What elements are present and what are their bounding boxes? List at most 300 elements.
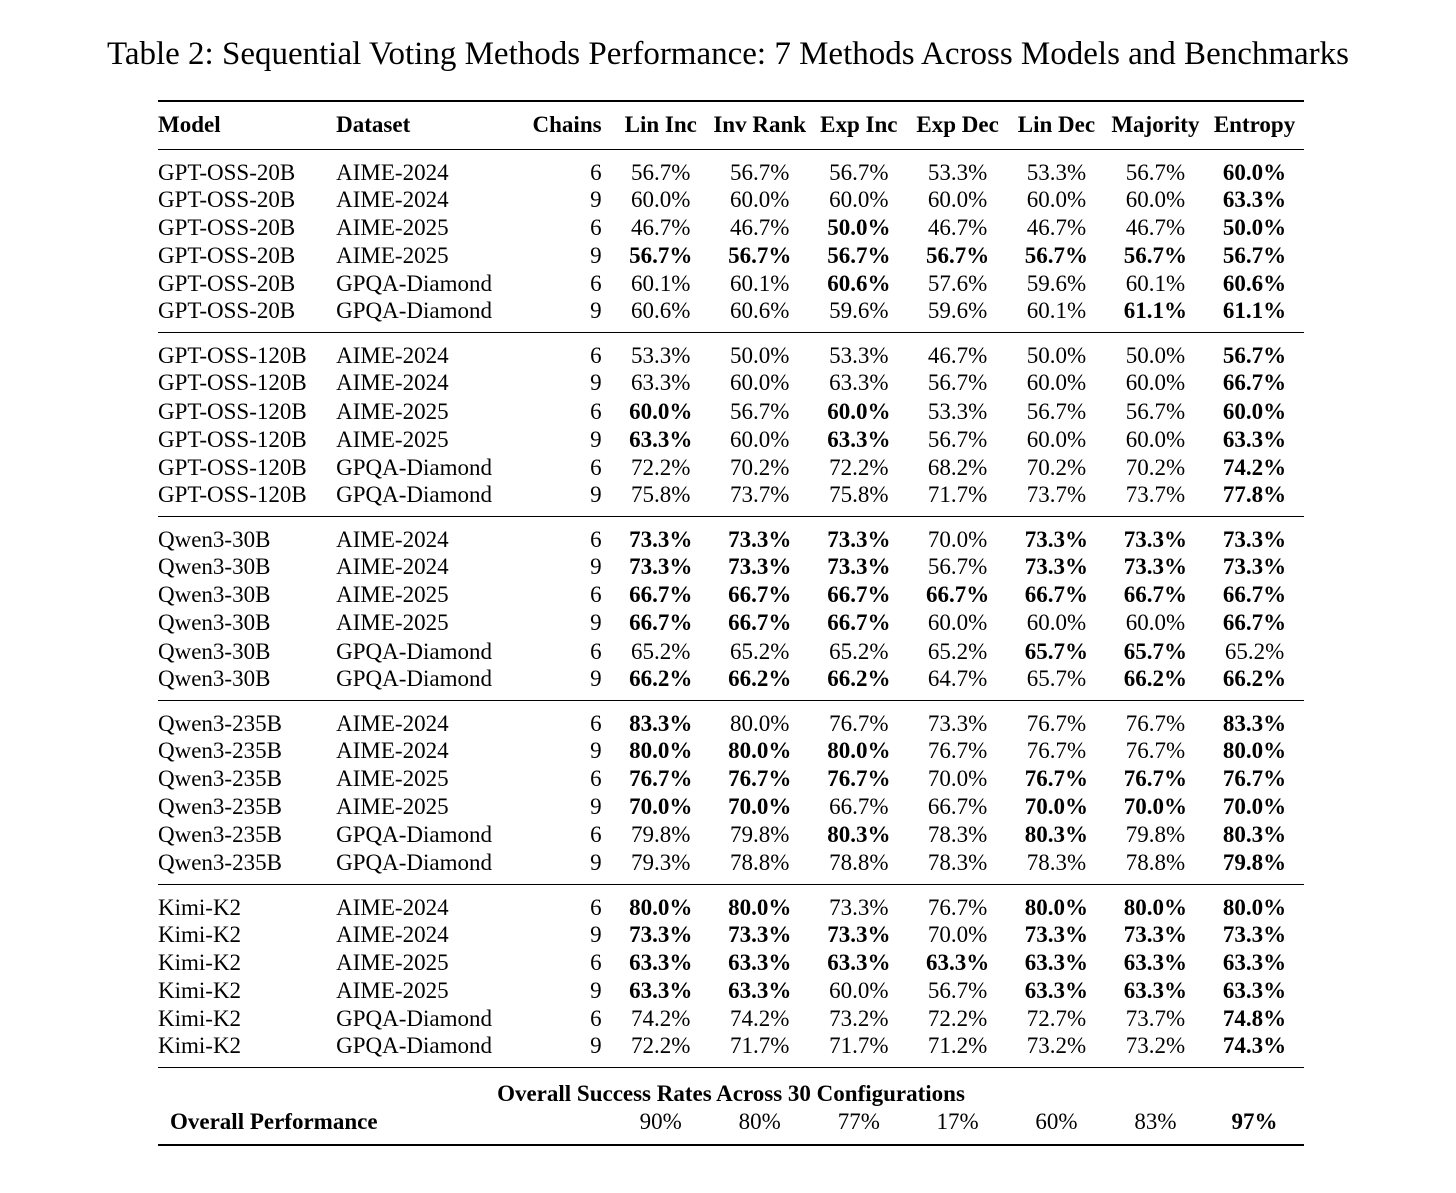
dataset-cell: AIME-2024	[336, 737, 449, 763]
entropy-cell: 56.7%	[1222, 242, 1287, 268]
majority-cell: 56.7%	[1125, 398, 1186, 424]
table-row	[158, 737, 1304, 765]
chains-cell: 9	[590, 737, 602, 763]
entropy-cell: 63.3%	[1222, 186, 1287, 212]
entropy-cell: 74.8%	[1222, 1006, 1287, 1032]
lin-dec-cell: 46.7%	[1026, 214, 1087, 240]
dataset-cell: AIME-2024	[336, 921, 449, 947]
dataset-cell: AIME-2024	[336, 343, 449, 369]
table-row	[158, 214, 1304, 242]
lin-dec-cell: 60.0%	[1026, 370, 1087, 396]
exp-dec-cell: 63.3%	[925, 949, 990, 975]
chains-cell: 6	[590, 638, 602, 664]
chains-cell: 9	[590, 298, 602, 324]
entropy-cell: 60.6%	[1222, 271, 1287, 297]
overall-entropy: 97%	[1231, 1109, 1278, 1135]
lin-inc-cell: 79.3%	[631, 849, 691, 875]
inv-rank-cell: 60.0%	[729, 370, 790, 396]
header-lin-inc: Lin Inc	[624, 112, 697, 138]
table-row	[158, 821, 1304, 849]
entropy-cell: 66.2%	[1222, 665, 1287, 691]
exp-inc-cell: 60.0%	[827, 398, 891, 424]
model-cell: GPT-OSS-20B	[158, 242, 296, 268]
lin-inc-cell: 74.2%	[631, 1006, 691, 1032]
lin-dec-cell: 53.3%	[1026, 159, 1087, 185]
entropy-cell: 80.0%	[1222, 737, 1287, 763]
model-group	[158, 517, 1304, 701]
dataset-cell: AIME-2024	[336, 159, 449, 185]
dataset-cell: AIME-2025	[336, 766, 449, 792]
chains-cell: 9	[590, 1033, 602, 1059]
majority-cell: 60.1%	[1125, 271, 1186, 297]
chains-cell: 6	[590, 159, 602, 185]
entropy-cell: 77.8%	[1222, 482, 1287, 507]
exp-inc-cell: 63.3%	[827, 426, 891, 452]
chains-cell: 9	[590, 794, 602, 820]
inv-rank-cell: 73.3%	[728, 921, 792, 947]
overall-majority: 83%	[1134, 1109, 1177, 1135]
exp-inc-cell: 72.2%	[829, 454, 889, 480]
header-inv-rank: Inv Rank	[713, 112, 807, 138]
majority-cell: 73.3%	[1123, 554, 1188, 580]
exp-inc-cell: 53.3%	[829, 343, 889, 369]
model-cell: Qwen3-30B	[158, 582, 271, 608]
chains-cell: 6	[590, 710, 602, 736]
inv-rank-cell: 56.7%	[728, 242, 792, 268]
table-row	[158, 609, 1304, 637]
lin-dec-cell: 60.1%	[1026, 298, 1087, 324]
table-row	[158, 977, 1304, 1005]
exp-dec-cell: 46.7%	[927, 214, 988, 240]
chains-cell: 6	[590, 766, 602, 792]
lin-inc-cell: 73.3%	[629, 554, 693, 580]
dataset-cell: GPQA-Diamond	[336, 638, 493, 664]
chains-cell: 6	[590, 1006, 602, 1032]
exp-dec-cell: 64.7%	[927, 665, 988, 691]
exp-inc-cell: 76.7%	[829, 710, 889, 736]
lin-dec-cell: 60.0%	[1026, 186, 1087, 212]
chains-cell: 6	[590, 527, 602, 552]
table-row	[158, 949, 1304, 977]
model-cell: Qwen3-235B	[158, 794, 282, 820]
exp-dec-cell: 70.0%	[927, 921, 988, 947]
exp-dec-cell: 53.3%	[927, 398, 988, 424]
lin-inc-cell: 76.7%	[629, 766, 693, 792]
chains-cell: 6	[590, 582, 602, 608]
exp-inc-cell: 73.3%	[827, 527, 891, 552]
inv-rank-cell: 73.7%	[729, 482, 790, 507]
table-row	[158, 186, 1304, 214]
lin-dec-cell: 63.3%	[1024, 977, 1089, 1003]
table-row	[158, 666, 1304, 701]
table-row	[158, 517, 1304, 554]
exp-inc-cell: 65.2%	[829, 638, 889, 664]
inv-rank-cell: 73.3%	[728, 527, 792, 552]
chains-cell: 9	[590, 186, 602, 212]
chains-cell: 6	[590, 398, 602, 424]
exp-inc-cell: 63.3%	[829, 370, 889, 396]
lin-dec-cell: 80.3%	[1024, 822, 1089, 848]
inv-rank-cell: 60.0%	[729, 186, 790, 212]
model-cell: Qwen3-30B	[158, 527, 271, 552]
majority-cell: 60.0%	[1125, 186, 1186, 212]
majority-cell: 73.7%	[1125, 1006, 1186, 1032]
lin-inc-cell: 53.3%	[631, 343, 691, 369]
model-cell: GPT-OSS-120B	[158, 454, 307, 480]
exp-dec-cell: 56.7%	[927, 977, 988, 1003]
overall-label: Overall Performance	[170, 1109, 378, 1135]
lin-inc-cell: 46.7%	[631, 214, 691, 240]
entropy-cell: 61.1%	[1222, 298, 1287, 324]
table-row	[158, 553, 1304, 581]
entropy-cell: 63.3%	[1222, 949, 1287, 975]
entropy-cell: 80.0%	[1222, 894, 1287, 920]
exp-dec-cell: 70.0%	[927, 766, 988, 792]
exp-inc-cell: 66.2%	[827, 665, 891, 691]
chains-cell: 9	[590, 242, 602, 268]
lin-dec-cell: 70.2%	[1026, 454, 1087, 480]
chains-cell: 9	[590, 370, 602, 396]
chains-cell: 9	[590, 665, 602, 691]
majority-cell: 73.3%	[1123, 921, 1188, 947]
entropy-cell: 74.2%	[1222, 454, 1287, 480]
table-row	[158, 921, 1304, 949]
inv-rank-cell: 80.0%	[728, 894, 792, 920]
majority-cell: 60.0%	[1125, 426, 1186, 452]
exp-inc-cell: 73.3%	[829, 894, 889, 920]
model-group	[158, 700, 1304, 884]
dataset-cell: GPQA-Diamond	[336, 454, 493, 480]
lin-inc-cell: 83.3%	[629, 710, 693, 736]
inv-rank-cell: 63.3%	[728, 977, 792, 1003]
chains-cell: 6	[590, 343, 602, 369]
majority-cell: 50.0%	[1125, 343, 1186, 369]
overall-title: Overall Success Rates Across 30 Configurations	[497, 1081, 965, 1107]
entropy-cell: 56.7%	[1222, 343, 1287, 369]
table-row	[158, 1005, 1304, 1033]
dataset-cell: AIME-2025	[336, 794, 449, 820]
entropy-cell: 73.3%	[1222, 554, 1287, 580]
inv-rank-cell: 50.0%	[729, 343, 790, 369]
table-row	[158, 242, 1304, 270]
model-cell: Qwen3-30B	[158, 665, 271, 691]
lin-inc-cell: 73.3%	[629, 527, 693, 552]
chains-cell: 9	[590, 426, 602, 452]
lin-dec-cell: 59.6%	[1026, 271, 1087, 297]
header-exp-inc: Exp Inc	[820, 112, 898, 138]
header-model: Model	[158, 112, 221, 138]
exp-inc-cell: 66.7%	[827, 582, 891, 608]
model-cell: Kimi-K2	[158, 1006, 242, 1032]
dataset-cell: AIME-2024	[336, 554, 449, 580]
inv-rank-cell: 74.2%	[729, 1006, 790, 1032]
table-caption: Table 2: Sequential Voting Methods Performance: 7 Methods Across Models and Benchmarks	[106, 36, 1350, 72]
overall-lin-inc: 90%	[639, 1109, 682, 1135]
entropy-cell: 70.0%	[1222, 794, 1287, 820]
lin-dec-cell: 73.3%	[1024, 527, 1089, 552]
model-cell: Qwen3-235B	[158, 737, 282, 763]
lin-dec-cell: 56.7%	[1026, 398, 1087, 424]
exp-dec-cell: 71.2%	[927, 1033, 988, 1059]
inv-rank-cell: 65.2%	[729, 638, 790, 664]
header-chains: Chains	[532, 112, 602, 138]
exp-inc-cell: 75.8%	[829, 482, 889, 507]
lin-inc-cell: 63.3%	[629, 977, 693, 1003]
dataset-cell: AIME-2025	[336, 242, 449, 268]
model-cell: GPT-OSS-20B	[158, 271, 296, 297]
model-cell: Qwen3-235B	[158, 849, 282, 875]
model-cell: GPT-OSS-120B	[158, 398, 307, 424]
lin-inc-cell: 66.2%	[629, 665, 693, 691]
model-cell: GPT-OSS-20B	[158, 214, 296, 240]
exp-dec-cell: 60.0%	[927, 610, 988, 636]
chains-cell: 9	[590, 977, 602, 1003]
exp-dec-cell: 53.3%	[927, 159, 988, 185]
model-cell: GPT-OSS-120B	[158, 343, 307, 369]
header-majority: Majority	[1111, 112, 1200, 138]
chains-cell: 6	[590, 271, 602, 297]
majority-cell: 73.7%	[1125, 482, 1186, 507]
overall-exp-inc: 77%	[837, 1109, 880, 1135]
majority-cell: 65.7%	[1123, 638, 1188, 664]
table-row	[158, 884, 1304, 921]
lin-dec-cell: 76.7%	[1026, 710, 1087, 736]
lin-dec-cell: 73.3%	[1024, 554, 1089, 580]
entropy-cell: 79.8%	[1222, 849, 1287, 875]
lin-dec-cell: 60.0%	[1026, 610, 1087, 636]
exp-inc-cell: 71.7%	[829, 1033, 889, 1059]
exp-inc-cell: 60.6%	[827, 271, 891, 297]
inv-rank-cell: 63.3%	[728, 949, 792, 975]
exp-inc-cell: 80.0%	[827, 737, 891, 763]
overall-section	[158, 1068, 1304, 1146]
lin-inc-cell: 65.2%	[631, 638, 691, 664]
lin-inc-cell: 72.2%	[631, 1033, 691, 1059]
model-cell: GPT-OSS-120B	[158, 482, 307, 507]
majority-cell: 73.3%	[1123, 527, 1188, 552]
model-cell: GPT-OSS-120B	[158, 370, 307, 396]
chains-cell: 9	[590, 482, 602, 507]
exp-inc-cell: 60.0%	[829, 186, 889, 212]
lin-dec-cell: 78.3%	[1026, 849, 1087, 875]
exp-dec-cell: 73.3%	[927, 710, 988, 736]
lin-dec-cell: 76.7%	[1026, 737, 1087, 763]
overall-lin-dec: 60%	[1035, 1109, 1078, 1135]
overall-exp-dec: 17%	[936, 1109, 979, 1135]
inv-rank-cell: 79.8%	[729, 822, 790, 848]
lin-inc-cell: 63.3%	[629, 949, 693, 975]
entropy-cell: 66.7%	[1222, 610, 1287, 636]
majority-cell: 73.2%	[1125, 1033, 1186, 1059]
dataset-cell: GPQA-Diamond	[336, 1006, 493, 1032]
entropy-cell: 66.7%	[1222, 370, 1287, 396]
lin-inc-cell: 66.7%	[629, 610, 693, 636]
table-row	[158, 149, 1304, 186]
lin-dec-cell: 56.7%	[1024, 242, 1089, 268]
exp-inc-cell: 60.0%	[829, 977, 889, 1003]
lin-dec-cell: 66.7%	[1024, 582, 1089, 608]
chains-cell: 6	[590, 214, 602, 240]
table-row	[158, 482, 1304, 517]
entropy-cell: 60.0%	[1222, 398, 1287, 424]
model-cell: Kimi-K2	[158, 949, 242, 975]
table-row	[158, 1033, 1304, 1068]
inv-rank-cell: 80.0%	[728, 737, 792, 763]
inv-rank-cell: 70.0%	[728, 794, 792, 820]
majority-cell: 60.0%	[1125, 610, 1186, 636]
header-row	[158, 101, 1304, 149]
exp-inc-cell: 59.6%	[829, 298, 889, 324]
lin-dec-cell: 60.0%	[1026, 426, 1087, 452]
exp-inc-cell: 80.3%	[827, 822, 891, 848]
overall-inv-rank: 80%	[738, 1109, 781, 1135]
lin-inc-cell: 63.3%	[631, 370, 691, 396]
entropy-cell: 73.3%	[1222, 527, 1287, 552]
chains-cell: 6	[590, 822, 602, 848]
lin-dec-cell: 76.7%	[1024, 766, 1089, 792]
exp-inc-cell: 73.3%	[827, 921, 891, 947]
dataset-cell: AIME-2025	[336, 214, 449, 240]
table-row	[158, 454, 1304, 482]
dataset-cell: GPQA-Diamond	[336, 822, 493, 848]
majority-cell: 66.2%	[1123, 665, 1188, 691]
model-cell: Qwen3-30B	[158, 610, 271, 636]
table-row	[158, 581, 1304, 609]
lin-dec-cell: 80.0%	[1024, 894, 1089, 920]
exp-dec-cell: 56.7%	[927, 426, 988, 452]
lin-inc-cell: 79.8%	[631, 822, 691, 848]
header-dataset: Dataset	[336, 112, 411, 138]
exp-inc-cell: 56.7%	[829, 159, 889, 185]
exp-dec-cell: 78.3%	[927, 849, 988, 875]
exp-inc-cell: 73.2%	[829, 1006, 889, 1032]
chains-cell: 9	[590, 849, 602, 875]
dataset-cell: AIME-2024	[336, 186, 449, 212]
inv-rank-cell: 66.7%	[728, 610, 792, 636]
lin-inc-cell: 70.0%	[629, 794, 693, 820]
exp-dec-cell: 76.7%	[927, 894, 988, 920]
inv-rank-cell: 56.7%	[729, 159, 790, 185]
dataset-cell: GPQA-Diamond	[336, 1033, 493, 1059]
majority-cell: 66.7%	[1123, 582, 1188, 608]
inv-rank-cell: 70.2%	[729, 454, 790, 480]
overall-row	[158, 1108, 1304, 1145]
exp-dec-cell: 71.7%	[927, 482, 988, 507]
inv-rank-cell: 73.3%	[728, 554, 792, 580]
model-cell: Qwen3-30B	[158, 554, 271, 580]
chains-cell: 9	[590, 610, 602, 636]
exp-dec-cell: 56.7%	[927, 554, 988, 580]
exp-dec-cell: 68.2%	[927, 454, 988, 480]
exp-inc-cell: 50.0%	[827, 214, 891, 240]
majority-cell: 63.3%	[1123, 949, 1188, 975]
lin-inc-cell: 73.3%	[629, 921, 693, 947]
majority-cell: 70.0%	[1123, 794, 1188, 820]
table-row	[158, 700, 1304, 737]
exp-dec-cell: 65.2%	[927, 638, 988, 664]
exp-dec-cell: 57.6%	[927, 271, 988, 297]
inv-rank-cell: 60.6%	[729, 298, 790, 324]
dataset-cell: AIME-2025	[336, 949, 449, 975]
chains-cell: 6	[590, 454, 602, 480]
exp-dec-cell: 70.0%	[927, 527, 988, 552]
exp-inc-cell: 76.7%	[827, 766, 891, 792]
entropy-cell: 74.3%	[1222, 1033, 1287, 1059]
header-exp-dec: Exp Dec	[916, 112, 999, 138]
model-cell: Qwen3-235B	[158, 822, 282, 848]
majority-cell: 76.7%	[1125, 710, 1186, 736]
entropy-cell: 80.3%	[1222, 822, 1287, 848]
majority-cell: 79.8%	[1125, 822, 1186, 848]
model-cell: GPT-OSS-20B	[158, 159, 296, 185]
dataset-cell: AIME-2024	[336, 527, 449, 552]
majority-cell: 80.0%	[1123, 894, 1188, 920]
lin-inc-cell: 75.8%	[631, 482, 691, 507]
entropy-cell: 50.0%	[1222, 214, 1287, 240]
exp-dec-cell: 72.2%	[927, 1006, 988, 1032]
lin-inc-cell: 63.3%	[629, 426, 693, 452]
exp-inc-cell: 56.7%	[827, 242, 891, 268]
majority-cell: 61.1%	[1123, 298, 1188, 324]
lin-inc-cell: 56.7%	[631, 159, 691, 185]
model-group	[158, 149, 1304, 333]
header-lin-dec: Lin Dec	[1017, 112, 1096, 138]
header-entropy: Entropy	[1213, 112, 1296, 138]
entropy-cell: 63.3%	[1222, 426, 1287, 452]
dataset-cell: AIME-2025	[336, 426, 449, 452]
dataset-cell: AIME-2025	[336, 977, 449, 1003]
exp-dec-cell: 56.7%	[925, 242, 990, 268]
inv-rank-cell: 71.7%	[729, 1033, 790, 1059]
dataset-cell: AIME-2024	[336, 710, 449, 736]
dataset-cell: AIME-2025	[336, 398, 449, 424]
entropy-cell: 60.0%	[1222, 159, 1287, 185]
table-row	[158, 850, 1304, 885]
lin-inc-cell: 60.0%	[631, 186, 691, 212]
dataset-cell: GPQA-Diamond	[336, 482, 493, 507]
model-group	[158, 333, 1304, 517]
lin-inc-cell: 60.0%	[629, 398, 693, 424]
lin-inc-cell: 80.0%	[629, 894, 693, 920]
model-cell: Kimi-K2	[158, 977, 242, 1003]
chains-cell: 9	[590, 554, 602, 580]
majority-cell: 70.2%	[1125, 454, 1186, 480]
lin-dec-cell: 72.7%	[1026, 1006, 1087, 1032]
lin-dec-cell: 73.2%	[1026, 1033, 1087, 1059]
lin-inc-cell: 66.7%	[629, 582, 693, 608]
table-row	[158, 765, 1304, 793]
chains-cell: 6	[590, 894, 602, 920]
dataset-cell: AIME-2024	[336, 894, 449, 920]
inv-rank-cell: 60.0%	[729, 426, 790, 452]
entropy-cell: 66.7%	[1222, 582, 1287, 608]
table-row	[158, 270, 1304, 298]
dataset-cell: GPQA-Diamond	[336, 665, 493, 691]
chains-cell: 6	[590, 949, 602, 975]
majority-cell: 76.7%	[1123, 766, 1188, 792]
lin-inc-cell: 80.0%	[629, 737, 693, 763]
model-cell: GPT-OSS-120B	[158, 426, 307, 452]
majority-cell: 56.7%	[1123, 242, 1188, 268]
lin-inc-cell: 56.7%	[629, 242, 693, 268]
lin-dec-cell: 73.7%	[1026, 482, 1087, 507]
lin-dec-cell: 73.3%	[1024, 921, 1089, 947]
entropy-cell: 73.3%	[1222, 921, 1287, 947]
inv-rank-cell: 66.7%	[728, 582, 792, 608]
table-row	[158, 333, 1304, 370]
exp-dec-cell: 46.7%	[927, 343, 988, 369]
majority-cell: 78.8%	[1125, 849, 1186, 875]
